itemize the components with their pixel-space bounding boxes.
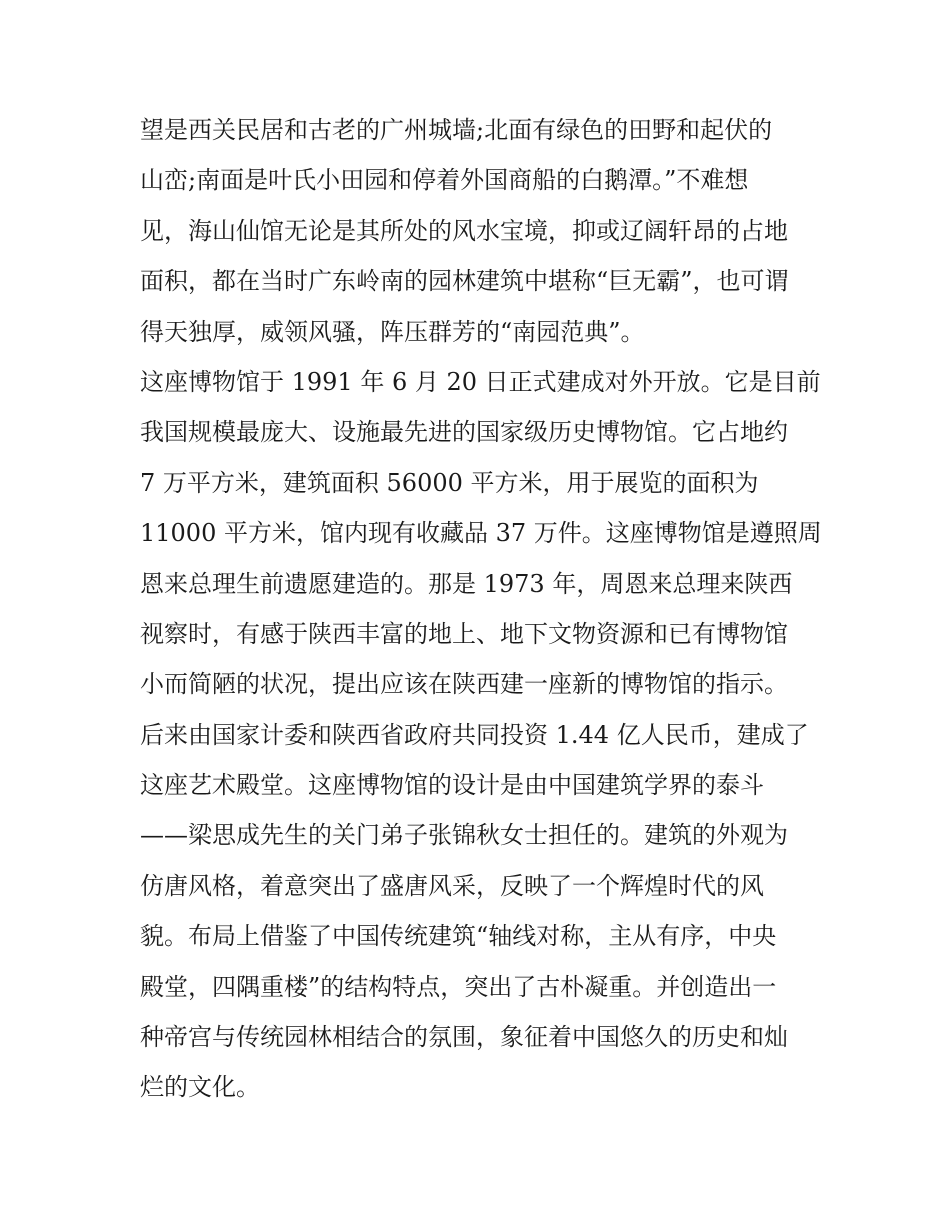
text-line: 这座艺术殿堂。这座博物馆的设计是由中国建筑学界的泰斗 xyxy=(140,771,764,800)
text-line: 种帝宫与传统园林相结合的氛围，象征着中国悠久的历史和灿 xyxy=(140,1023,788,1052)
text-line: 11000 平方米，馆内现有收藏品 37 万件。这座博物馆是遵照周 xyxy=(140,519,822,548)
text-line: 视察时，有感于陕西丰富的地上、地下文物资源和已有博物馆 xyxy=(140,619,788,648)
text-line: 这座博物馆于 1991 年 6 月 20 日正式建成对外开放。它是目前 xyxy=(140,367,821,396)
text-line: 7 万平方米，建筑面积 56000 平方米，用于展览的面积为 xyxy=(140,468,759,497)
text-line: 面积，都在当时广东岭南的园林建筑中堪称“巨无霸”，也可谓 xyxy=(140,267,789,296)
text-line: 山峦;南面是叶氏小田园和停着外国商船的白鹅潭。”不难想 xyxy=(140,166,749,195)
text-line: ——梁思成先生的关门弟子张锦秋女士担任的。建筑的外观为 xyxy=(140,821,788,850)
text-line: 恩来总理生前遗愿建造的。那是 1973 年，周恩来总理来陕西 xyxy=(140,569,793,598)
text-line: 小而简陋的状况，提出应该在陕西建一座新的博物馆的指示。 xyxy=(140,670,788,699)
text-line: 貌。布局上借鉴了中国传统建筑“轴线对称，主从有序，中央 xyxy=(140,922,777,951)
text-line: 见，海山仙馆无论是其所处的风水宝境，抑或辽阔轩昂的占地 xyxy=(140,216,788,245)
text-line: 烂的文化。 xyxy=(140,1073,260,1102)
text-line: 后来由国家计委和陕西省政府共同投资 1.44 亿人民币，建成了 xyxy=(140,720,809,749)
text-line: 得天独厚，威领风骚，阵压群芳的“南园范典”。 xyxy=(140,317,645,346)
text-line: 殿堂，四隅重楼”的结构特点，突出了古朴凝重。并创造出一 xyxy=(140,972,777,1001)
text-line: 望是西关民居和古老的广州城墙;北面有绿色的田野和起伏的 xyxy=(140,116,773,144)
body-text xyxy=(140,111,820,1119)
text-line: 我国规模最庞大、设施最先进的国家级历史博物馆。它占地约 xyxy=(140,418,788,447)
text-line: 仿唐风格，着意突出了盛唐风采，反映了一个辉煌时代的风 xyxy=(140,871,764,900)
